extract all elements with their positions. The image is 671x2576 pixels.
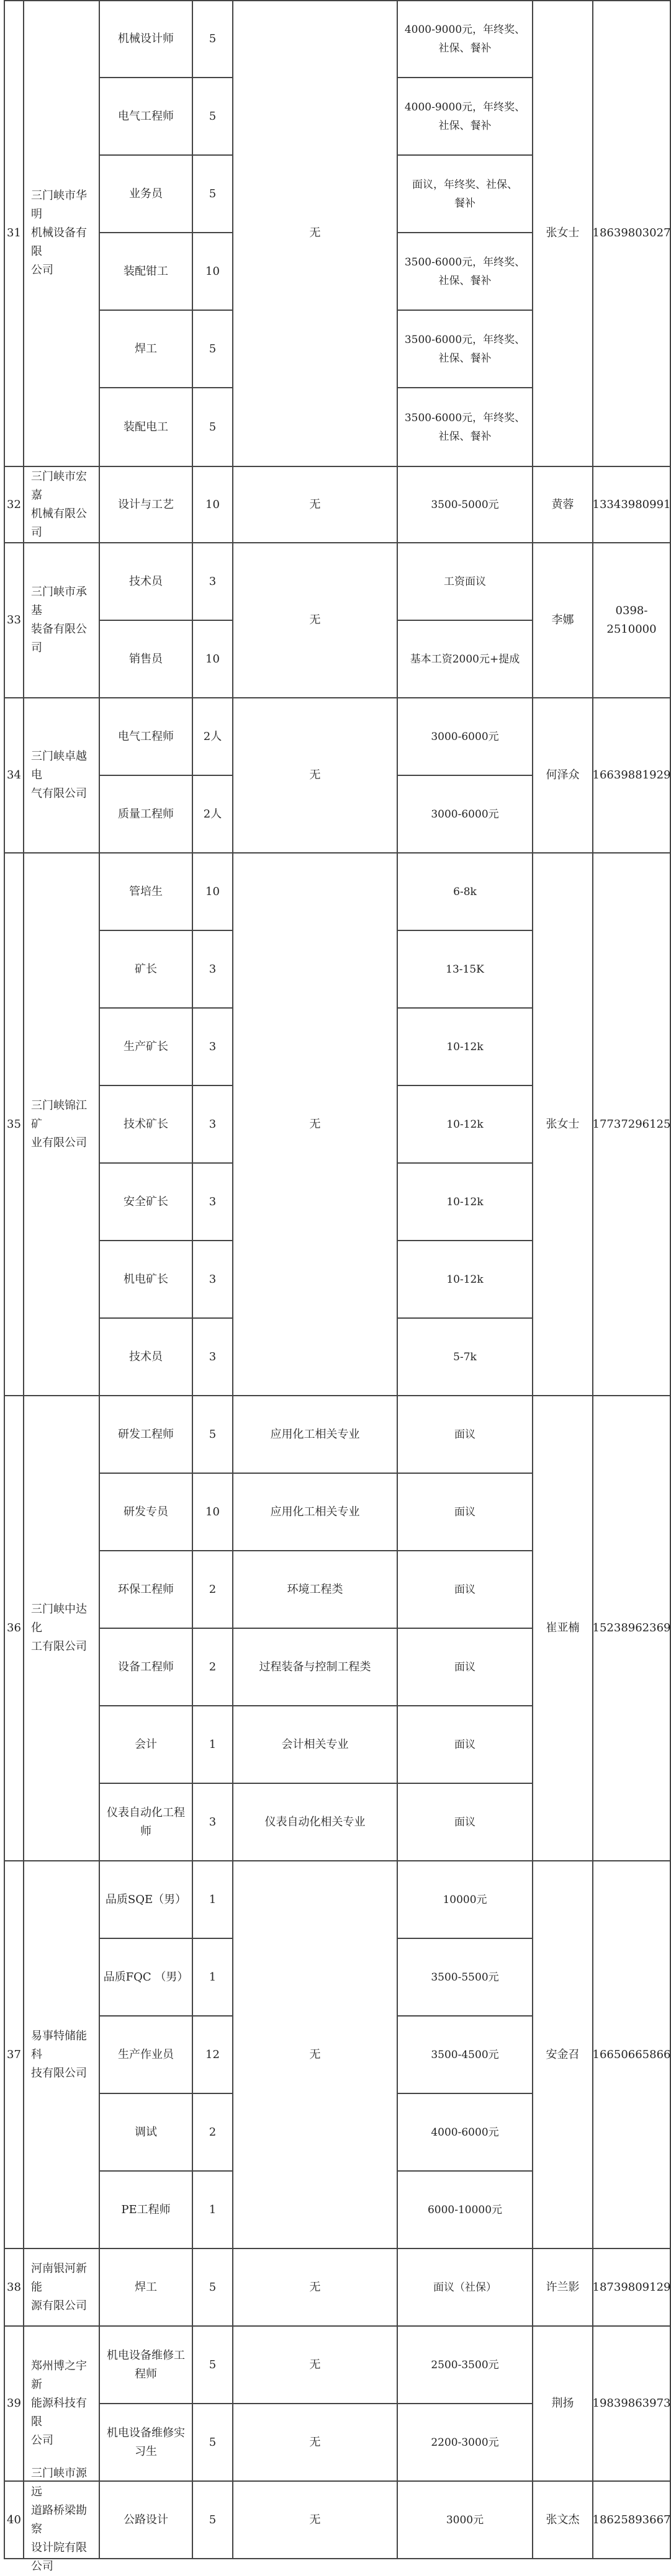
headcount: 5: [209, 2280, 217, 2294]
contact-person: 黄蓉: [551, 497, 574, 511]
headcount: 5: [209, 109, 217, 123]
position: 技术矿长: [124, 1117, 168, 1131]
contact-person: 李娜: [551, 613, 574, 626]
company-name: 三门峡市华明 机械设备有限 公司: [31, 189, 87, 277]
position: 销售员: [129, 652, 163, 666]
position: 设计与工艺: [118, 497, 174, 511]
salary: 3500-5000元: [431, 498, 499, 511]
requirement: 无: [309, 2280, 321, 2294]
position: 管培生: [129, 885, 163, 898]
salary: 3500-4500元: [431, 2048, 499, 2061]
company-name: 三门峡市源远 道路桥梁勘察 设计院有限公司: [31, 2466, 87, 2573]
position: 装配钳工: [124, 264, 168, 278]
headcount: 3: [209, 1272, 217, 1286]
company-name: 三门峡卓越电 气有限公司: [31, 750, 87, 800]
contact-person: 荆扬: [551, 2397, 574, 2410]
headcount: 5: [209, 1427, 217, 1441]
headcount: 1: [209, 1970, 217, 1984]
position: 环保工程师: [118, 1582, 174, 1596]
company-name: 三门峡市承基 装备有限公司: [31, 586, 87, 654]
salary: 3500-6000元，年终奖、 社保、餐补: [404, 411, 526, 443]
salary: 4000-6000元: [431, 2126, 499, 2139]
requirement: 无: [309, 613, 321, 626]
headcount: 5: [209, 420, 217, 434]
headcount: 3: [209, 1815, 217, 1829]
salary: 3500-6000元，年终奖、 社保、餐补: [404, 256, 526, 287]
requirement: 应用化工相关专业: [270, 1505, 360, 1518]
salary: 面议: [454, 1583, 475, 1596]
row-number: 35: [7, 1117, 21, 1131]
headcount: 3: [209, 1350, 217, 1363]
headcount: 10: [205, 652, 220, 666]
row-number: 31: [7, 226, 21, 239]
position: 品质SQE（男）: [105, 1892, 187, 1906]
requirement: 无: [309, 2435, 321, 2449]
requirement: 无: [309, 1117, 321, 1131]
position: 质量工程师: [118, 807, 174, 821]
position: 生产作业员: [118, 2048, 174, 2061]
salary: 面议: [454, 1428, 475, 1441]
position: 焊工: [135, 342, 157, 355]
position: 矿长: [135, 962, 157, 976]
salary: 面议，年终奖、社保、 餐补: [412, 178, 518, 210]
requirement: 无: [309, 2048, 321, 2061]
headcount: 5: [209, 2358, 217, 2371]
salary: 3500-5500元: [431, 1971, 499, 1984]
requirement: 无: [309, 226, 321, 239]
headcount: 5: [209, 187, 217, 200]
requirement: 仪表自动化相关专业: [264, 1815, 366, 1829]
headcount: 5: [209, 2513, 217, 2526]
headcount: 1: [209, 1892, 217, 1906]
position: 研发工程师: [118, 1427, 174, 1441]
salary: 6000-10000元: [427, 2203, 503, 2216]
headcount: 3: [209, 962, 217, 976]
contact-phone: 16639881929: [592, 769, 671, 782]
salary: 工资面议: [444, 575, 486, 588]
headcount: 5: [209, 32, 217, 45]
salary: 5-7k: [453, 1350, 477, 1363]
headcount: 3: [209, 574, 217, 588]
requirement: 环境工程类: [287, 1582, 343, 1596]
contact-phone: 18625893667: [592, 2513, 671, 2526]
contact-phone: 17737296125: [592, 1117, 671, 1131]
position: 安全矿长: [124, 1195, 168, 1208]
contact-person: 安金召: [546, 2048, 580, 2061]
salary: 2200-3000元: [431, 2436, 499, 2449]
contact-person: 张女士: [546, 226, 580, 239]
salary: 面议（社保）: [433, 2281, 497, 2294]
position: 电气工程师: [118, 109, 174, 123]
section-border: [4, 2558, 670, 2559]
requirement: 无: [309, 497, 321, 511]
row-number: 40: [7, 2513, 21, 2526]
salary: 面议: [454, 1816, 475, 1829]
requirement: 无: [309, 2513, 321, 2526]
contact-phone: 19839863973: [592, 2397, 671, 2410]
salary: 3500-6000元，年终奖、 社保、餐补: [404, 333, 526, 365]
headcount: 3: [209, 1195, 217, 1208]
company-name: 三门峡中达化 工有限公司: [31, 1603, 87, 1653]
headcount: 5: [209, 342, 217, 355]
headcount: 2: [209, 1582, 217, 1596]
headcount: 10: [205, 264, 220, 278]
company-name: 三门峡锦江矿 业有限公司: [31, 1099, 87, 1149]
salary: 基本工资2000元+提成: [410, 653, 520, 666]
headcount: 1: [209, 1737, 217, 1751]
requirement: 应用化工相关专业: [270, 1427, 360, 1441]
contact-person: 何泽众: [546, 769, 580, 782]
row-number: 37: [7, 2048, 21, 2061]
salary: 10000元: [443, 1893, 487, 1906]
headcount: 1: [209, 2203, 217, 2216]
headcount: 2人: [203, 807, 222, 821]
position: 机电设备维修实 习生: [107, 2426, 185, 2458]
position: 调试: [135, 2125, 157, 2139]
requirement: 无: [309, 769, 321, 782]
contact-phone: 18639803027: [592, 226, 671, 239]
headcount: 10: [205, 885, 220, 898]
salary: 面议: [454, 1660, 475, 1674]
contact-phone: 0398-2510000: [606, 604, 657, 636]
contact-person: 张女士: [546, 1117, 580, 1131]
salary: 4000-9000元，年终奖、 社保、餐补: [404, 23, 526, 55]
company-name: 三门峡市宏嘉 机械有限公司: [31, 470, 87, 539]
row-number: 39: [7, 2397, 21, 2410]
salary: 3000-6000元: [431, 730, 499, 743]
company-name: 河南银河新能 源有限公司: [31, 2262, 87, 2312]
salary: 6-8k: [453, 885, 477, 898]
contact-phone: 16650665866: [592, 2048, 671, 2061]
position: 焊工: [135, 2280, 157, 2294]
row-number: 32: [7, 497, 21, 511]
position: PE工程师: [121, 2203, 171, 2216]
salary: 3000-6000元: [431, 808, 499, 821]
headcount: 2: [209, 1660, 217, 1674]
salary: 10-12k: [446, 1118, 484, 1131]
contact-phone: 15238962369: [592, 1621, 671, 1634]
row-number: 38: [7, 2280, 21, 2294]
headcount: 5: [209, 2435, 217, 2449]
requirement: 无: [309, 2358, 321, 2371]
salary: 2500-3500元: [431, 2358, 499, 2371]
contact-person: 张文杰: [546, 2513, 580, 2526]
position: 电气工程师: [118, 729, 174, 743]
headcount: 2人: [203, 729, 222, 743]
row-number: 36: [7, 1621, 21, 1634]
salary: 13-15K: [446, 963, 484, 976]
requirement: 过程装备与控制工程类: [259, 1660, 371, 1674]
headcount: 2: [209, 2125, 217, 2139]
contact-person: 许兰影: [546, 2280, 580, 2294]
salary: 10-12k: [446, 1040, 484, 1053]
headcount: 12: [205, 2048, 220, 2061]
salary: 面议: [454, 1738, 475, 1751]
position: 技术员: [129, 574, 163, 588]
position: 公路设计: [124, 2513, 168, 2526]
row-number: 34: [7, 769, 21, 782]
position: 技术员: [129, 1350, 163, 1363]
requirement: 会计相关专业: [281, 1737, 349, 1751]
contact-person: 崔亚楠: [546, 1621, 580, 1634]
position: 机电设备维修工 程师: [107, 2348, 185, 2381]
salary: 面议: [454, 1505, 475, 1518]
position: 会计: [135, 1737, 157, 1751]
company-name: 易事特储能科 技有限公司: [31, 2029, 87, 2080]
row-number: 33: [7, 613, 21, 626]
salary: 4000-9000元，年终奖、 社保、餐补: [404, 100, 526, 132]
contact-phone: 13343980991: [592, 497, 671, 511]
position: 生产矿长: [124, 1040, 168, 1053]
headcount: 3: [209, 1040, 217, 1053]
salary: 10-12k: [446, 1195, 484, 1208]
headcount: 3: [209, 1117, 217, 1131]
position: 仪表自动化工程 师: [107, 1806, 185, 1838]
position: 设备工程师: [118, 1660, 174, 1674]
headcount: 10: [205, 497, 220, 511]
headcount: 10: [205, 1505, 220, 1518]
company-name: 郑州博之宇新 能源科技有限 公司: [31, 2360, 87, 2447]
position: 机电矿长: [124, 1272, 168, 1286]
position: 业务员: [129, 187, 163, 200]
position: 机械设计师: [118, 32, 174, 45]
position: 装配电工: [124, 420, 168, 434]
position: 研发专员: [124, 1505, 168, 1518]
salary: 10-12k: [446, 1273, 484, 1286]
salary: 3000元: [446, 2513, 484, 2526]
contact-phone: 18739809129: [592, 2280, 671, 2294]
position: 品质FQC （男）: [103, 1970, 189, 1984]
